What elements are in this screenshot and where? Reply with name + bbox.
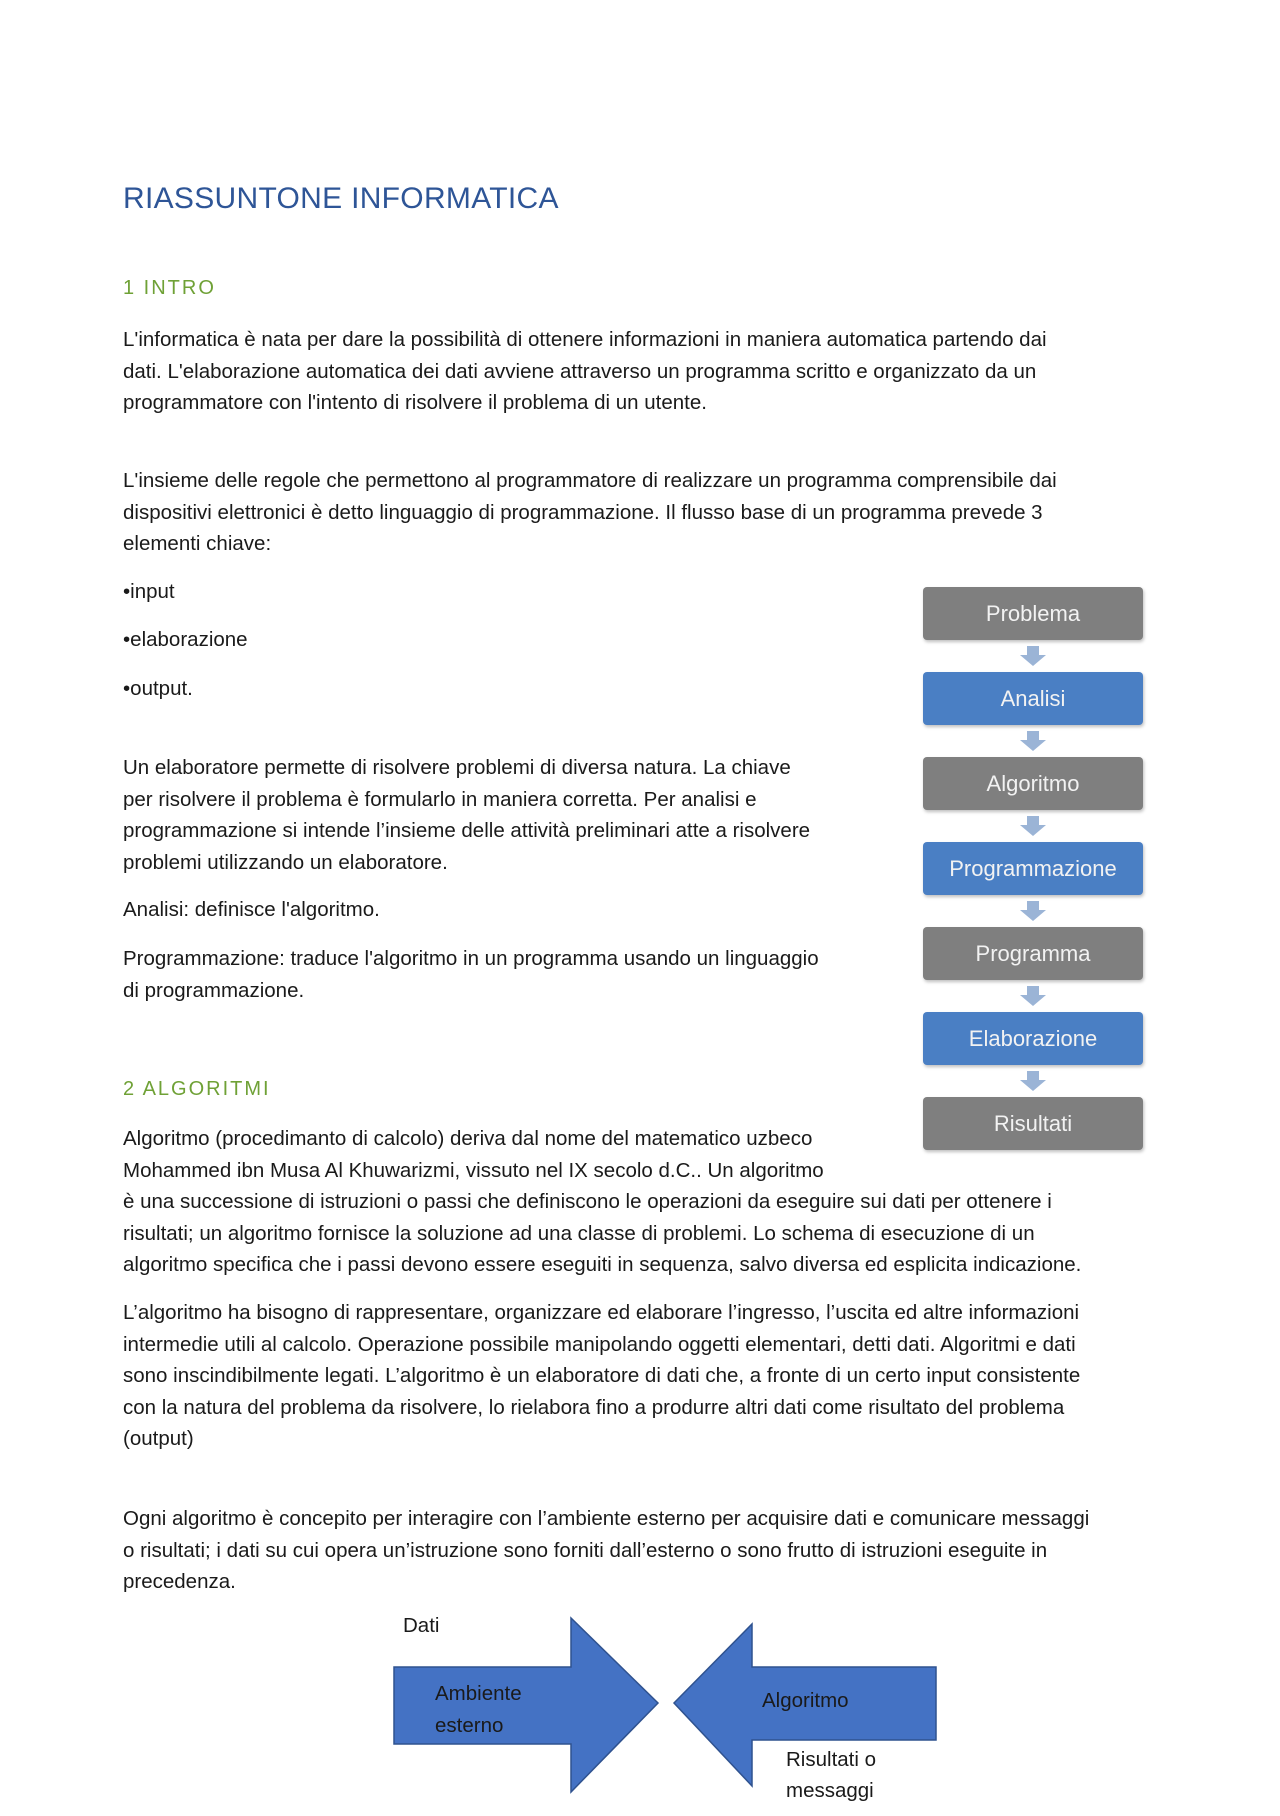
text-line: per risolvere il problema è formularlo in maniera corretta. Per analisi e (123, 787, 757, 811)
flowchart-step: Problema (923, 587, 1143, 640)
paragraph-intro-2 (123, 465, 1057, 560)
paragraph-programmazione (123, 943, 819, 1006)
bullet-item: •input (123, 580, 175, 603)
text-line: dispositivi elettronici è detto linguaggio di programmazione. Il flusso base di un programma prevede 3 (123, 500, 1043, 524)
text-line: L'informatica è nata per dare la possibilità di ottenere informazioni in maniera automatica partendo dai (123, 328, 1047, 351)
flowchart-arrow-icon (1019, 901, 1047, 921)
arrow-right-shape (394, 1618, 658, 1792)
text-line: programmazione si intende l’insieme delle attività preliminari atte a risolvere (123, 819, 811, 842)
paragraph-intro-1 (123, 324, 1047, 419)
flowchart-arrow-icon (1019, 646, 1047, 666)
flowchart-step: Elaborazione (923, 1012, 1143, 1065)
paragraph-analisi: Analisi: definisce l'algoritmo. (123, 898, 380, 921)
flowchart-step: Risultati (923, 1097, 1143, 1150)
text-line: risultati; un algoritmo fornisce la soluzione ad una classe di problemi. Lo schema di esecuzione di un (123, 1221, 1035, 1245)
text-line: messaggi (786, 1779, 874, 1802)
bullet-item: •elaborazione (123, 628, 248, 651)
text-line: L’algoritmo ha bisogno di rappresentare, organizzare ed elaborare l’ingresso, l’uscita ed altre informazioni (123, 1301, 1080, 1324)
text-line: esterno (435, 1714, 504, 1737)
flowchart-step: Analisi (923, 672, 1143, 725)
text-line: o risultati; i dati su cui opera un’istruzione sono forniti dall’esterno o sono frutto di istruzioni eseguite in (123, 1538, 1048, 1562)
flowchart-step: Programma (923, 927, 1143, 980)
text-line: intermedie utili al calcolo. Operazione possibile manipolando oggetti elementari, detti dati. Algoritmi e dati (123, 1332, 1076, 1356)
flowchart-arrow-icon (1019, 816, 1047, 836)
text-line: Ogni algoritmo è concepito per interagire con l’ambiente esterno per acquisire dati e comunicare messaggi (123, 1507, 1090, 1530)
ambiente-esterno-label (435, 1678, 522, 1742)
text-line: è una successione di istruzioni o passi che definiscono le operazioni da eseguire sui dati per ottenere i (123, 1190, 1052, 1213)
text-line: programmatore con l'intento di risolvere il problema di un utente. (123, 391, 707, 414)
flowchart-step: Programmazione (923, 842, 1143, 895)
flowchart-arrow-icon (1019, 986, 1047, 1006)
dati-label: Dati (403, 1614, 440, 1637)
flowchart-step: Algoritmo (923, 757, 1143, 810)
algoritmo-label: Algoritmo (762, 1689, 849, 1712)
text-line: algoritmo specifica che i passi devono essere eseguiti in sequenza, salvo diversa ed esplicita indicazione. (123, 1253, 1082, 1276)
paragraph-algoritmi-2 (123, 1297, 1080, 1455)
text-line: Programmazione: traduce l'algoritmo in un programma usando un linguaggio (123, 947, 819, 970)
io-diagram (390, 1610, 950, 1811)
text-line: Ambiente (435, 1682, 522, 1705)
page-title: RIASSUNTONE INFORMATICA (123, 182, 559, 215)
bullet-item: •output. (123, 677, 193, 700)
text-line: precedenza. (123, 1570, 236, 1593)
text-line: (output) (123, 1427, 194, 1450)
risultati-label (786, 1744, 876, 1806)
text-line: dati. L'elaborazione automatica dei dati avviene attraverso un programma scritto e organizzato da un (123, 359, 1037, 383)
text-line: di programmazione. (123, 978, 305, 1002)
text-line: problemi utilizzando un elaboratore. (123, 850, 448, 874)
paragraph-algoritmi-3 (123, 1503, 1089, 1598)
text-line: L'insieme delle regole che permettono al programmatore di realizzare un programma comprensibile dai (123, 469, 1057, 492)
paragraph-intro-3 (123, 752, 810, 878)
text-line: con la natura del problema da risolvere, lo rielabora fino a produrre altri dati come risultato del problema (123, 1395, 1065, 1419)
text-line: Un elaboratore permette di risolvere problemi di diversa natura. La chiave (123, 756, 791, 779)
text-line: Mohammed ibn Musa Al Khuwarizmi, vissuto nel IX secolo d.C.. Un algoritmo (123, 1158, 824, 1182)
text-line: elementi chiave: (123, 532, 272, 555)
text-line: Risultati o (786, 1748, 877, 1771)
text-line: sono inscindibilmente legati. L’algoritmo è un elaboratore di dati che, a fronte di un certo input consistente (123, 1364, 1081, 1387)
section-heading-intro: 1 INTRO (123, 277, 216, 299)
text-line: Algoritmo (procedimanto di calcolo) deriva dal nome del matematico uzbeco (123, 1127, 813, 1150)
flowchart-arrow-icon (1019, 1071, 1047, 1091)
flowchart-arrow-icon (1019, 731, 1047, 751)
section-heading-algoritmi: 2 ALGORITMI (123, 1078, 271, 1100)
